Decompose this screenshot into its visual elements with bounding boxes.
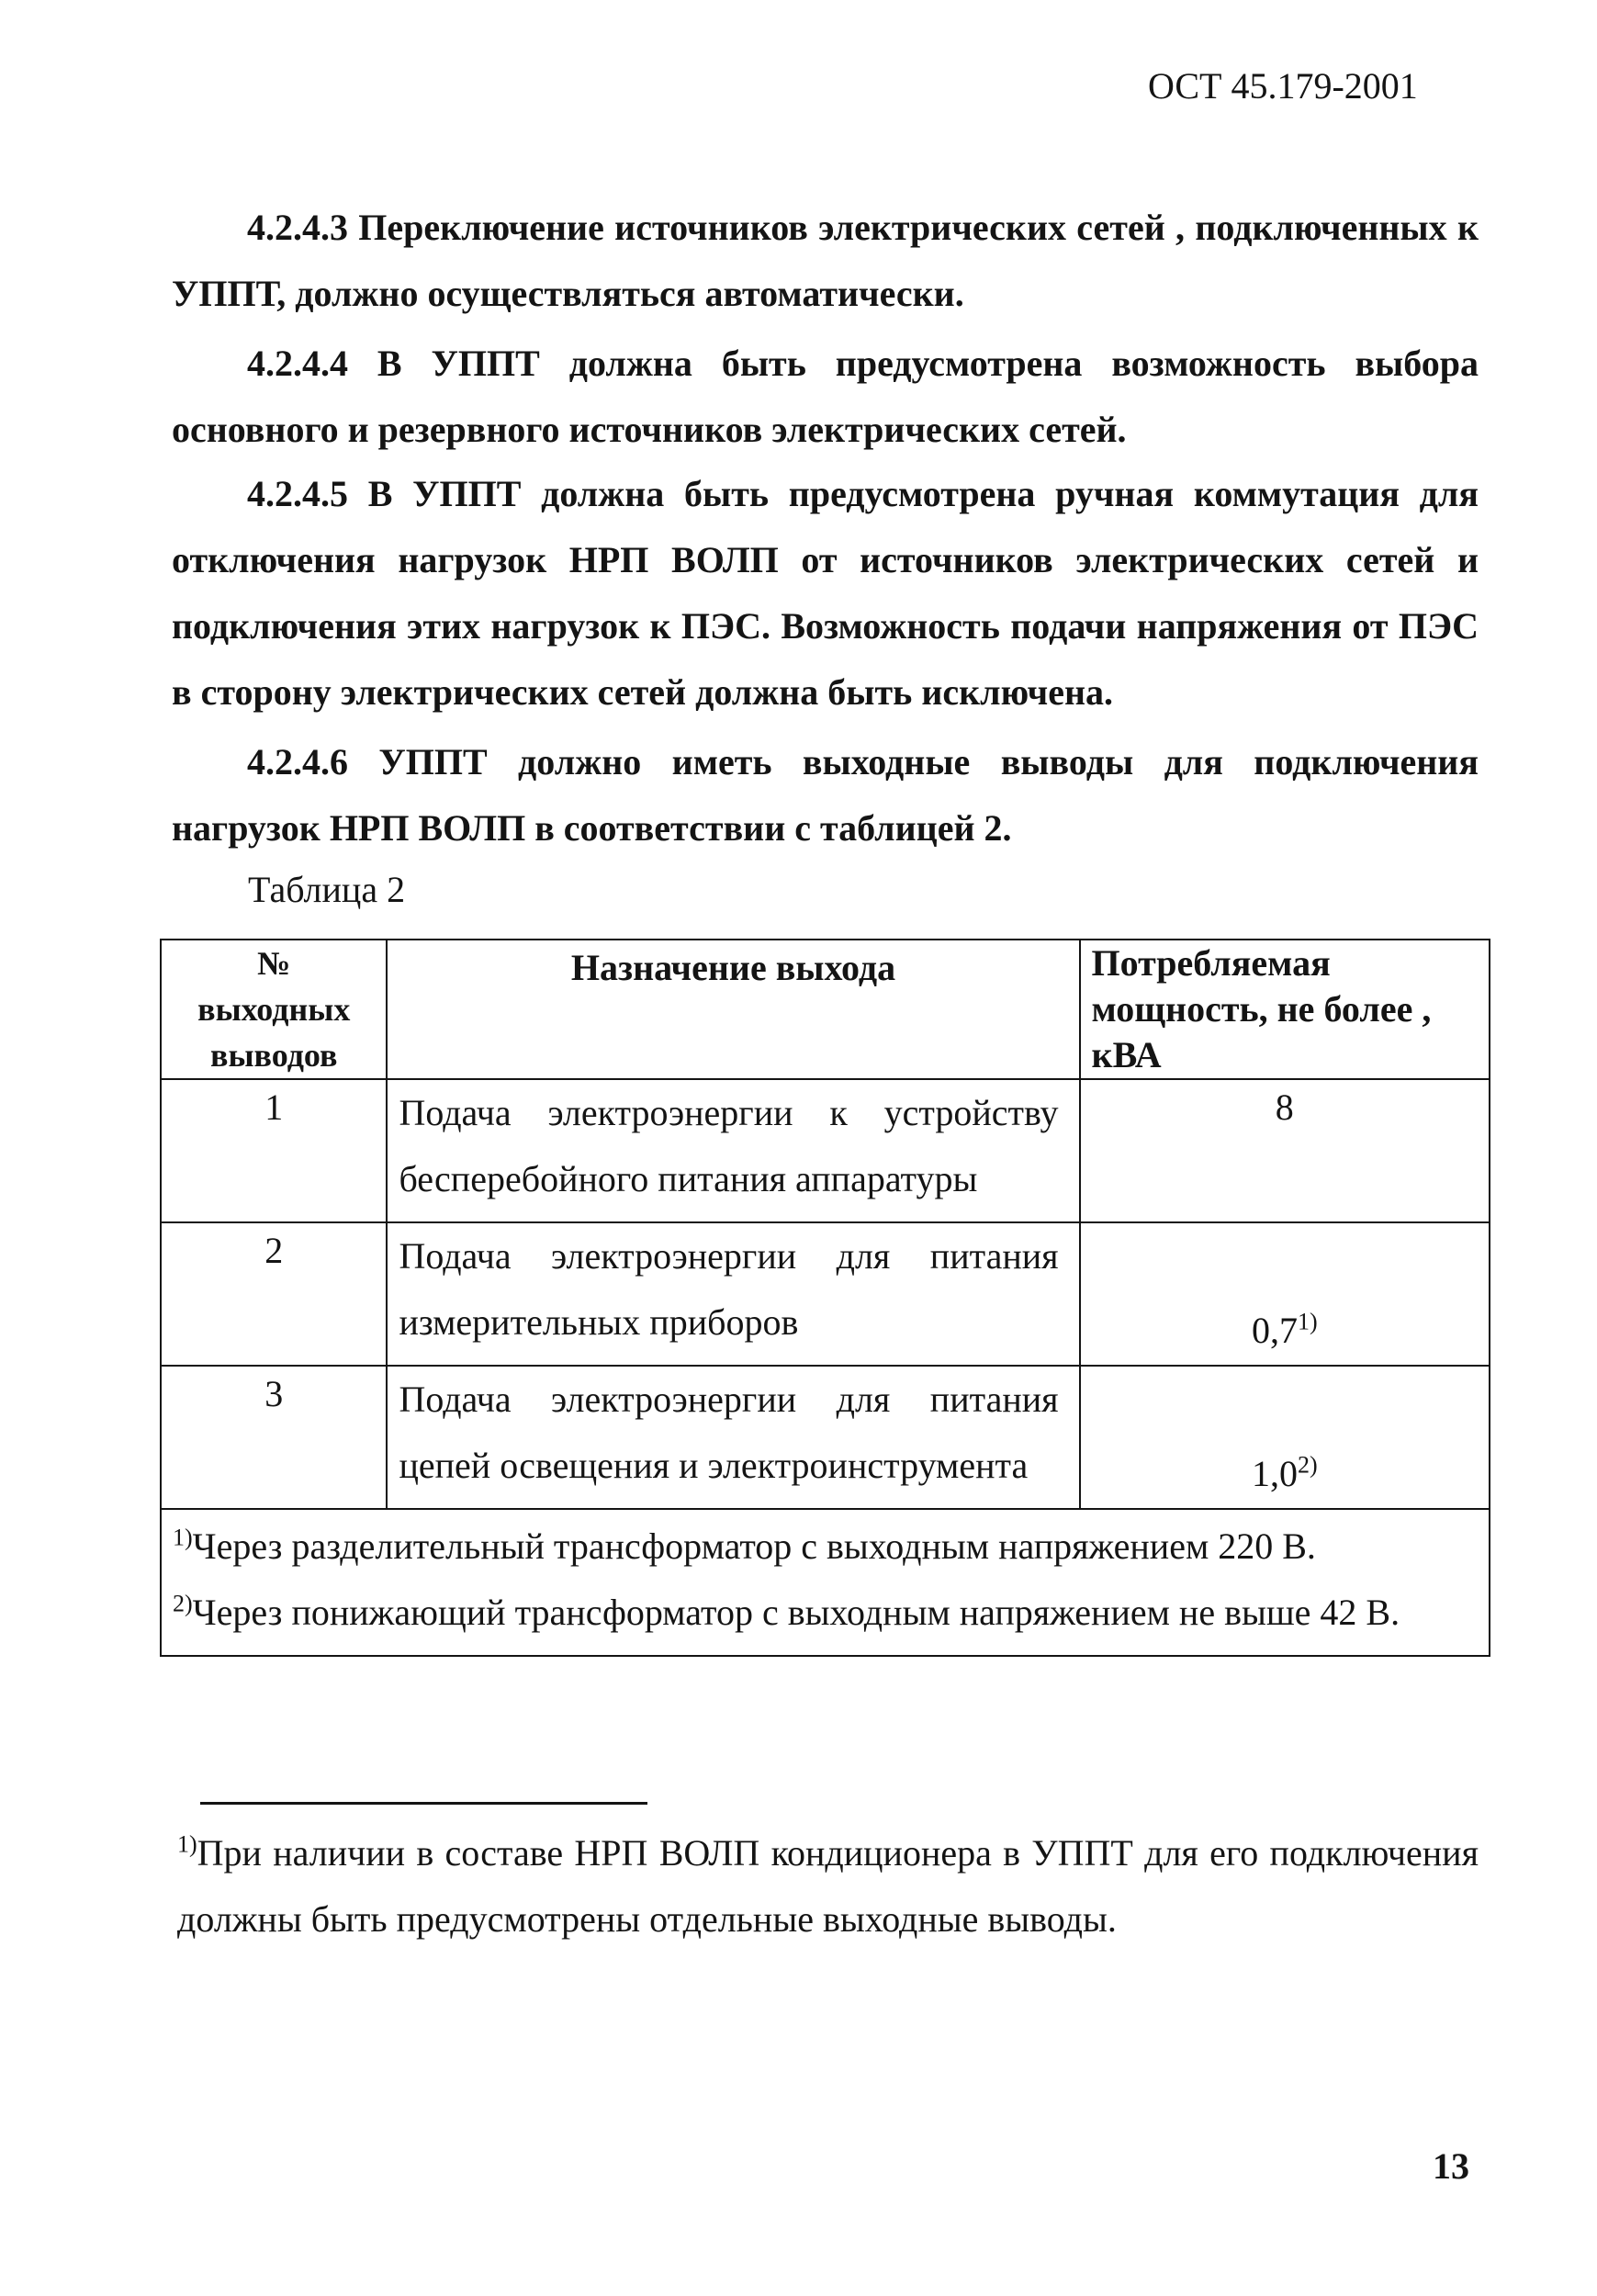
footnote-text: При наличии в составе НРП ВОЛП кондиционера в УППТ для его подключения должны быть предусмотрены отдельные выходные выводы.	[177, 1832, 1479, 1940]
note-mark: 2)	[173, 1590, 193, 1617]
table-notes-row	[161, 1509, 1490, 1656]
row-power-value: 0,7	[1251, 1310, 1298, 1351]
table-note	[173, 1514, 1478, 1580]
row-number: 2	[161, 1222, 387, 1366]
header-power-line3: кВА	[1091, 1034, 1162, 1075]
row-purpose: Подача электроэнергии для питания измерительных приборов	[387, 1222, 1079, 1366]
row-number: 1	[161, 1079, 387, 1222]
header-output-purpose: Назначение выхода	[387, 940, 1079, 1079]
row-power-value: 8	[1275, 1086, 1294, 1128]
header-number-line2: выходных	[197, 991, 351, 1028]
header-number-line1: №	[257, 945, 291, 982]
footnote-divider	[200, 1802, 647, 1805]
footnote-mark: 1)	[177, 1830, 197, 1858]
row-purpose: Подача электроэнергии к устройству бесперебойного питания аппаратуры	[387, 1079, 1079, 1222]
table-notes	[161, 1509, 1490, 1656]
header-output-number	[161, 940, 387, 1079]
note-text: Через разделительный трансформатор с выходным напряжением 220 В.	[192, 1525, 1316, 1567]
paragraph-4-2-4-3: 4.2.4.3 Переключение источников электрических сетей , подключенных к УППТ, должно осуществляться автоматически.	[172, 207, 1479, 314]
footnote	[177, 1820, 1479, 1953]
paragraph-4-2-4-6: 4.2.4.6 УППТ должно иметь выходные выводы для подключения нагрузок НРП ВОЛП в соответствии с таблицей 2.	[172, 741, 1479, 849]
row-power-note: 2)	[1297, 1451, 1318, 1479]
row-purpose: Подача электроэнергии для питания цепей освещения и электроинструмента	[387, 1366, 1079, 1509]
outputs-table	[160, 939, 1490, 1657]
header-power	[1080, 940, 1490, 1079]
paragraph-4-2-4-4: 4.2.4.4 В УППТ должна быть предусмотрена возможность выбора основного и резервного источников электрических сетей.	[172, 343, 1479, 450]
table-row	[161, 1222, 1490, 1366]
header-number-line3: выводов	[210, 1037, 338, 1074]
row-power	[1080, 1222, 1490, 1366]
page-number: 13	[1433, 2145, 1469, 2187]
document-code: ОСТ 45.179-2001	[1148, 65, 1418, 107]
table-note	[173, 1580, 1478, 1646]
table-row	[161, 1366, 1490, 1509]
note-mark: 1)	[173, 1524, 193, 1551]
table-row	[161, 1079, 1490, 1222]
table-caption: Таблица 2	[248, 869, 406, 910]
paragraph-4-2-4-5: 4.2.4.5 В УППТ должна быть предусмотрена ручная коммутация для отключения нагрузок НРП ВОЛП от источников электрических сетей и подключения этих нагрузок к ПЭС. Возможность подачи напряжения от ПЭС в сторону электрических сетей должна быть исключена.	[172, 473, 1479, 713]
row-power-value: 1,0	[1251, 1453, 1298, 1494]
table-header-row	[161, 940, 1490, 1079]
note-text: Через понижающий трансформатор с выходным напряжением не выше 42 В.	[192, 1592, 1400, 1633]
row-power	[1080, 1079, 1490, 1222]
row-number: 3	[161, 1366, 387, 1509]
row-power	[1080, 1366, 1490, 1509]
row-power-note: 1)	[1297, 1308, 1318, 1335]
header-power-line2: мощность, не более ,	[1091, 988, 1432, 1030]
header-power-line1: Потребляемая	[1091, 942, 1331, 984]
